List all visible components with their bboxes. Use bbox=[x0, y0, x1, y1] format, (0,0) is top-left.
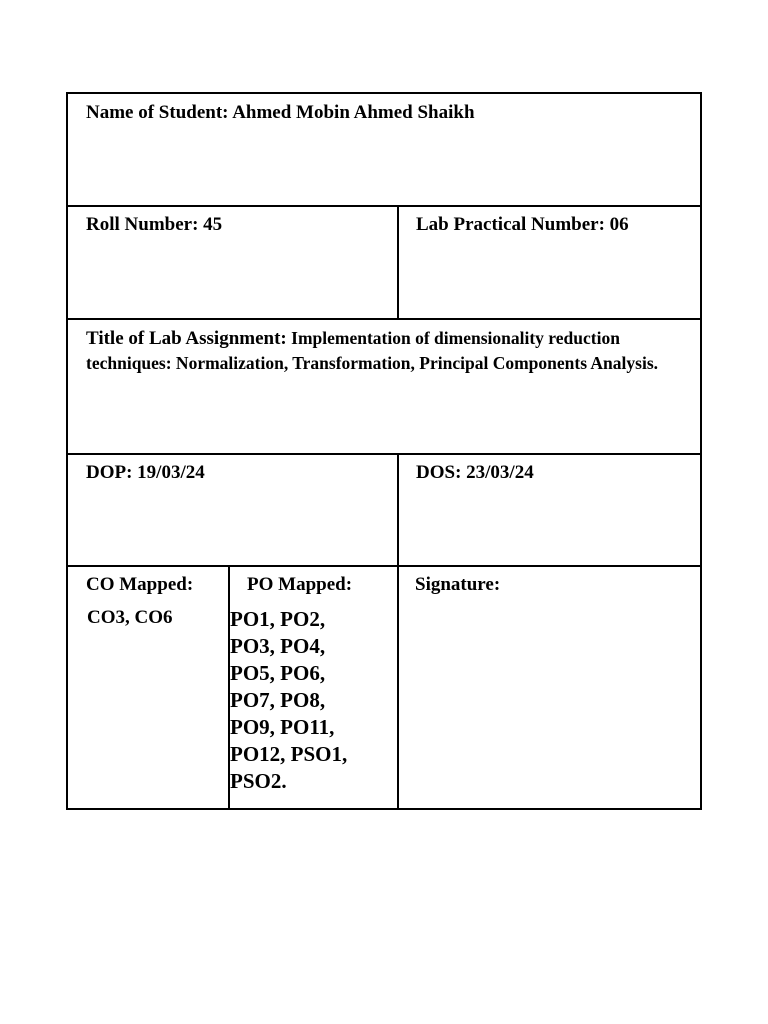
column-divider bbox=[397, 205, 399, 318]
po-mapped-line: PO5, PO6, bbox=[230, 661, 326, 685]
lab-cover-table bbox=[66, 92, 702, 810]
title-label: Title of Lab Assignment: bbox=[86, 328, 287, 349]
column-divider bbox=[397, 453, 399, 808]
co-mapped-label: CO Mapped: bbox=[86, 574, 194, 595]
po-mapped-label: PO Mapped: bbox=[247, 574, 353, 595]
po-mapped-values bbox=[230, 606, 390, 795]
row-divider bbox=[68, 565, 700, 567]
lab-practical-number: Lab Practical Number: 06 bbox=[416, 214, 629, 235]
po-mapped-line: PO1, PO2, bbox=[230, 607, 326, 631]
co-mapped-value: CO3, CO6 bbox=[87, 607, 173, 628]
roll-number: Roll Number: 45 bbox=[86, 214, 223, 235]
po-mapped-line: PO3, PO4, bbox=[230, 634, 326, 658]
date-of-performance: DOP: 19/03/24 bbox=[86, 462, 205, 483]
row-divider bbox=[68, 205, 700, 207]
signature-label: Signature: bbox=[415, 574, 501, 595]
po-mapped-line: PO7, PO8, bbox=[230, 688, 326, 712]
po-mapped-line: PSO2. bbox=[230, 769, 287, 793]
row-divider bbox=[68, 318, 700, 320]
lab-assignment-title bbox=[86, 326, 676, 375]
title-value: Implementation of dimensionality reduction techniques: Normalization, Transformation, Principal Components Analysis. bbox=[86, 328, 659, 373]
row-divider bbox=[68, 453, 700, 455]
student-name: Name of Student: Ahmed Mobin Ahmed Shaikh bbox=[86, 102, 475, 123]
po-mapped-line: PO9, PO11, bbox=[230, 715, 335, 739]
po-mapped-line: PO12, PSO1, bbox=[230, 742, 348, 766]
date-of-submission: DOS: 23/03/24 bbox=[416, 462, 534, 483]
